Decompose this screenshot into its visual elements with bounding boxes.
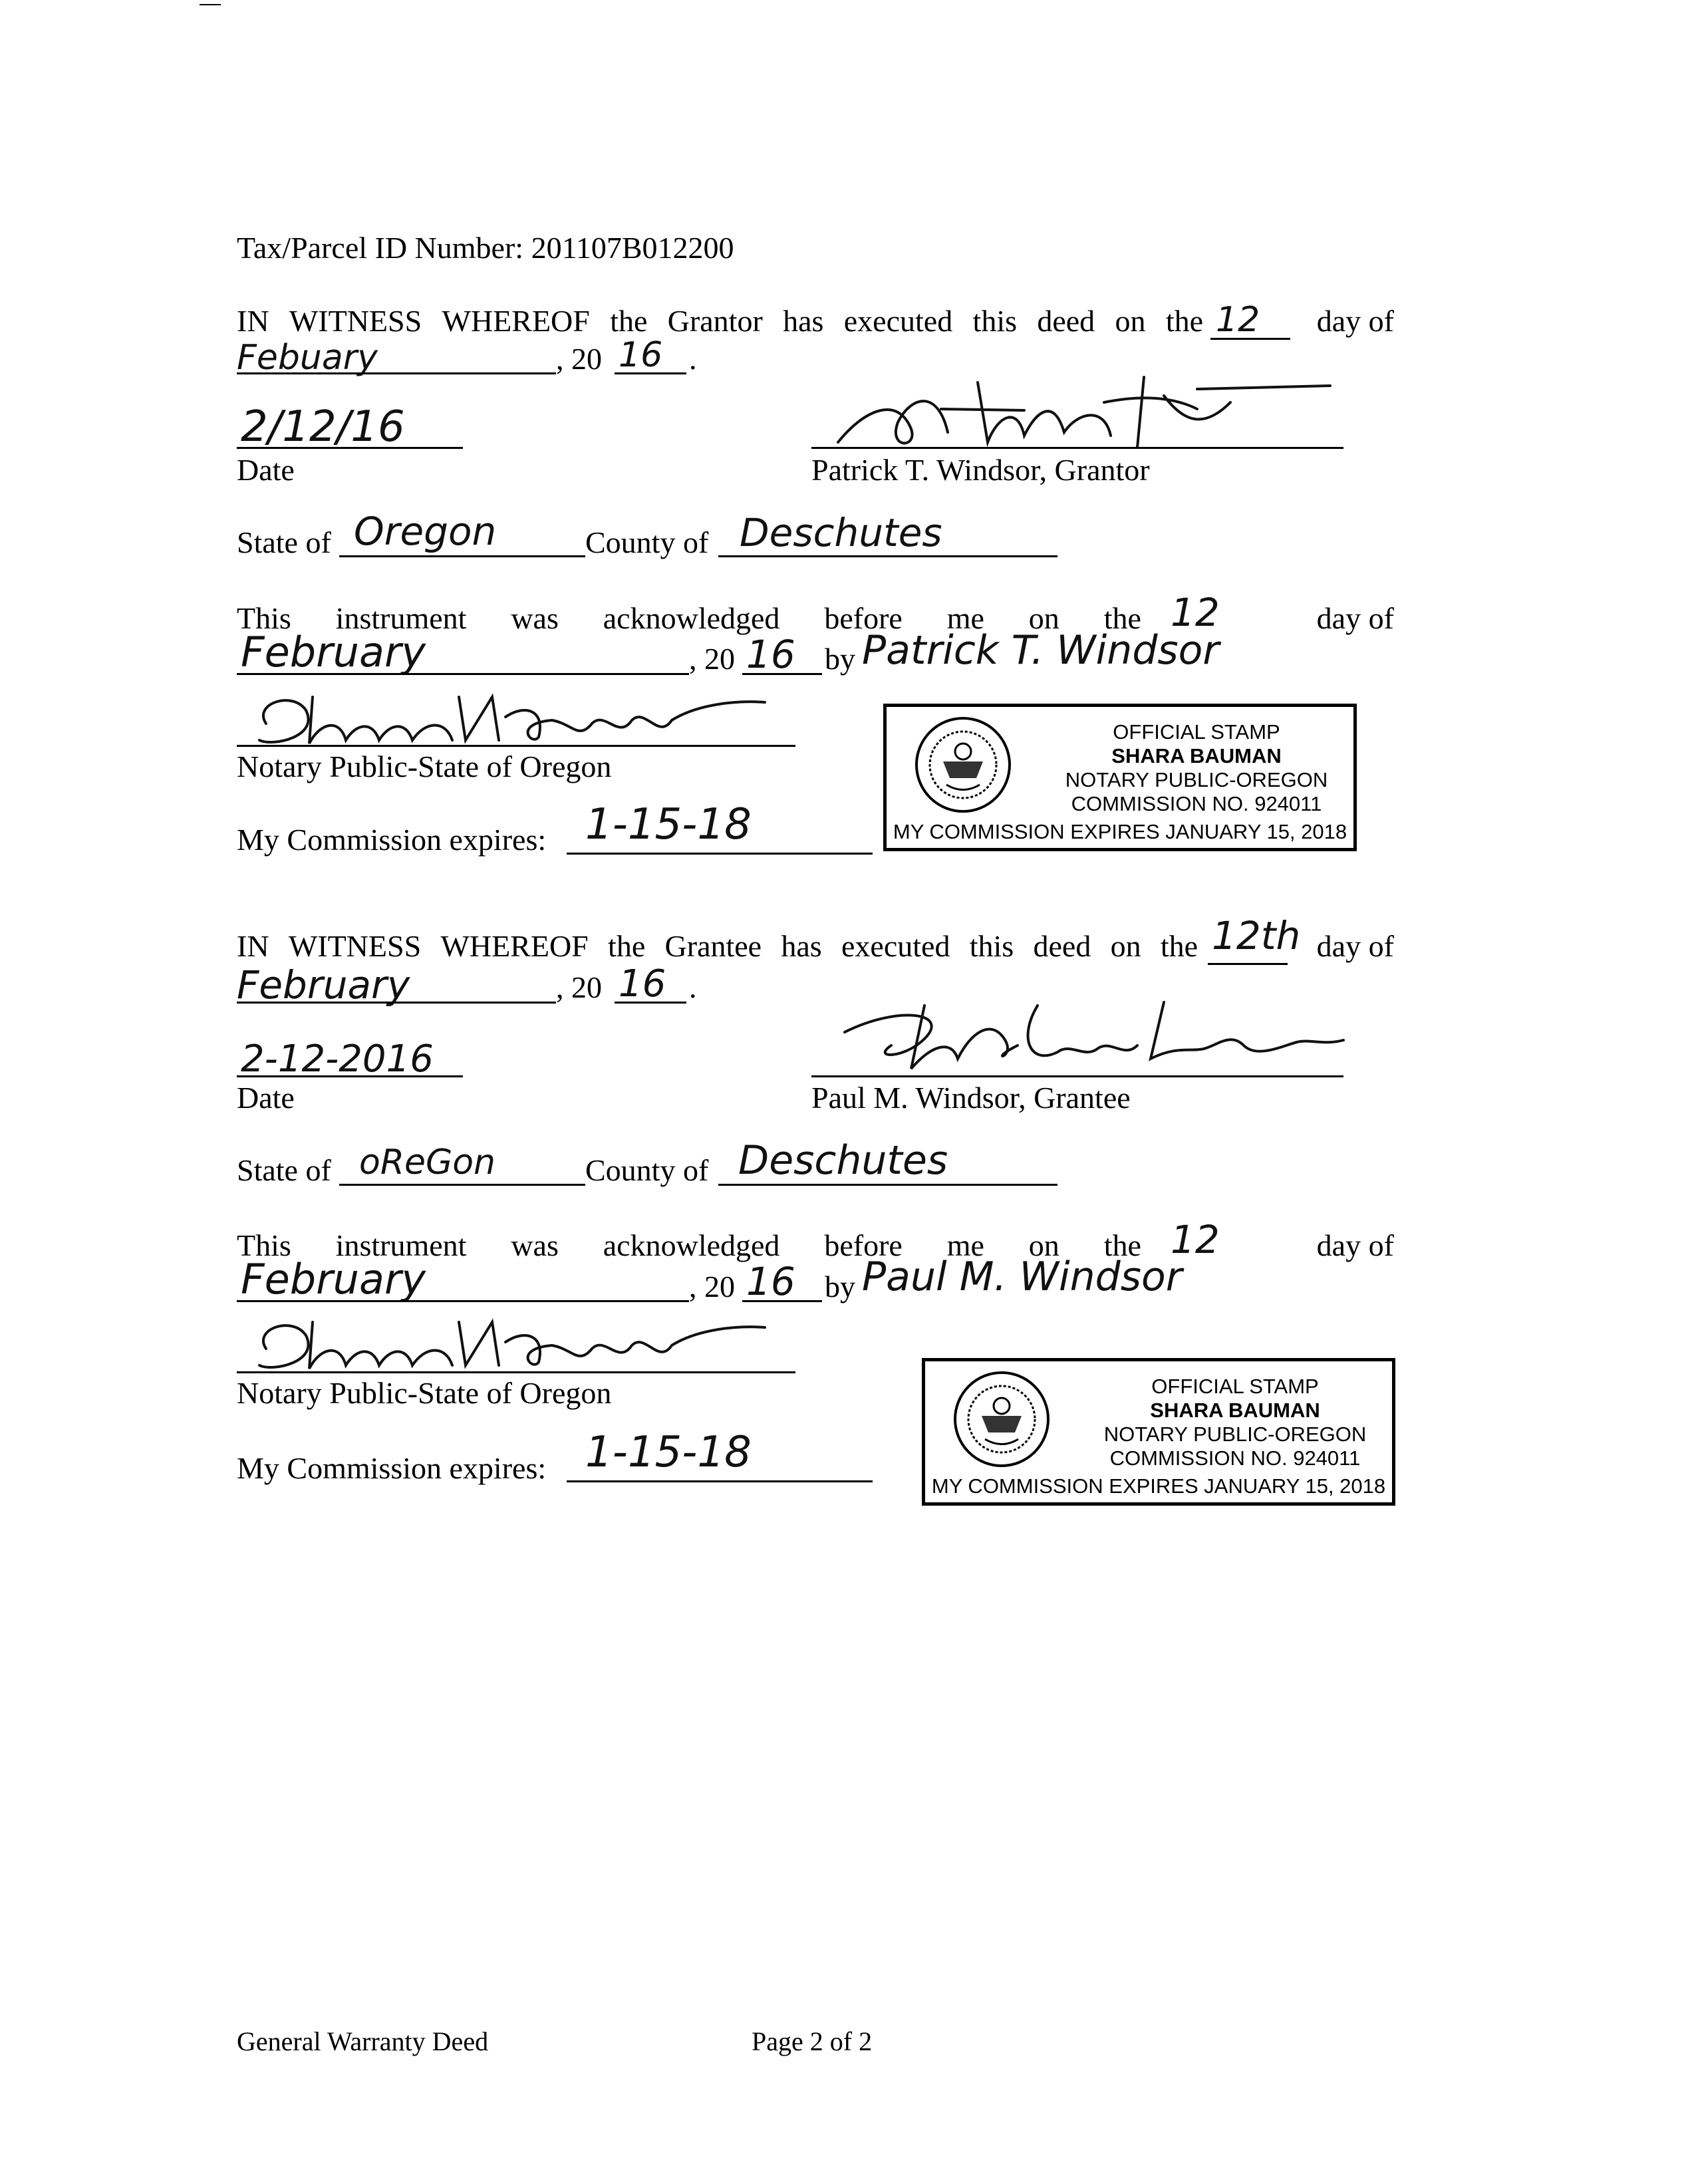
word: Grantor xyxy=(667,304,763,338)
grantee-signature xyxy=(818,992,1350,1079)
grantee-state-line xyxy=(339,1184,585,1186)
grantee-date-label: Date xyxy=(237,1081,295,1115)
grantee-ack-year-value: 16 xyxy=(746,1259,795,1304)
word: WITNESS xyxy=(289,304,422,338)
word: This xyxy=(237,601,291,635)
grantee-by-label: by xyxy=(825,1270,855,1303)
grantor-ack-year-prefix: , 20 xyxy=(689,642,735,676)
grantor-day-line xyxy=(1210,338,1290,340)
word: the xyxy=(1165,304,1204,338)
word: acknowledged xyxy=(603,1228,780,1262)
notary-label-2: Notary Public-State of Oregon xyxy=(237,1376,612,1410)
grantee-day-line xyxy=(1208,963,1288,965)
grantor-state-label: State of xyxy=(237,525,331,559)
word: WHEREOF xyxy=(440,929,589,963)
grantor-ack-year-value: 16 xyxy=(746,632,795,677)
grantor-signature xyxy=(825,369,1337,456)
word: me xyxy=(946,1228,984,1262)
stamp-title2: NOTARY PUBLIC-OREGON xyxy=(1103,1423,1367,1446)
word: instrument xyxy=(335,601,467,635)
grantee-by-value: Paul M. Windsor xyxy=(862,1254,1183,1300)
grantee-year-prefix: , 20 xyxy=(556,970,602,1004)
word: executed xyxy=(843,304,953,338)
notary-label-1: Notary Public-State of Oregon xyxy=(237,750,612,783)
word: the xyxy=(610,304,648,338)
grantor-year-line xyxy=(615,372,686,374)
grantee-ack-day-value: 12 xyxy=(1171,1217,1220,1262)
grantor-ack-month-value: February xyxy=(241,628,426,676)
day-of-label: day of xyxy=(1316,304,1394,338)
stamp-name: SHARA BAUMAN xyxy=(1150,1399,1320,1422)
grantee-county-line xyxy=(718,1184,1057,1186)
notary-stamp-2 xyxy=(922,1358,1395,1506)
commission-value-2: 1-15-18 xyxy=(585,1428,752,1477)
grantee-date-value: 2-12-2016 xyxy=(241,1037,434,1081)
stamp-title2: NOTARY PUBLIC-OREGON xyxy=(1065,768,1328,791)
word: the xyxy=(1160,929,1198,963)
word: has xyxy=(783,304,824,338)
grantee-signature-line xyxy=(811,1075,1343,1077)
grantor-county-label: County of xyxy=(585,525,709,559)
commission-label-2: My Commission expires: xyxy=(237,1451,547,1485)
grantor-by-value: Patrick T. Windsor xyxy=(862,627,1220,674)
word: was xyxy=(511,601,559,635)
grantor-signature-line xyxy=(811,447,1343,449)
grantee-day-value: 12th xyxy=(1212,913,1301,958)
word: executed xyxy=(841,929,950,963)
word: on xyxy=(1115,304,1146,338)
word: this xyxy=(969,929,1014,963)
notary-signature-2 xyxy=(246,1309,778,1375)
word: the xyxy=(608,929,646,963)
grantor-by-label: by xyxy=(825,642,855,676)
word: on xyxy=(1110,929,1141,963)
word: deed xyxy=(1033,929,1091,963)
grantor-signer-label: Patrick T. Windsor, Grantor xyxy=(811,453,1150,487)
day-of-label: day of xyxy=(1316,601,1394,635)
grantor-month-value: Febuary xyxy=(237,338,378,378)
word: IN xyxy=(237,304,269,338)
period: . xyxy=(689,970,697,1004)
word: this xyxy=(972,304,1018,338)
word: IN xyxy=(237,929,269,963)
grantor-date-line xyxy=(237,447,463,449)
grantor-month-line xyxy=(237,372,556,374)
word: acknowledged xyxy=(603,601,780,635)
footer-page-number: Page 2 of 2 xyxy=(752,2026,873,2056)
commission-line-2 xyxy=(567,1480,873,1482)
grantee-county-label: County of xyxy=(585,1153,709,1187)
grantee-state-label: State of xyxy=(237,1153,331,1187)
grantee-ack-year-prefix: , 20 xyxy=(689,1270,735,1303)
grantor-ack-day-value: 12 xyxy=(1171,590,1220,635)
grantee-month-line xyxy=(237,1002,556,1004)
grantee-ack-month-value: February xyxy=(241,1255,426,1303)
grantor-state-line xyxy=(339,555,585,557)
state-seal-icon xyxy=(913,715,1013,815)
corner-mark xyxy=(200,4,221,5)
grantor-day-value: 12 xyxy=(1216,300,1260,340)
grantor-county-line xyxy=(718,555,1057,557)
grantor-ack-year-line xyxy=(742,673,822,675)
word: on xyxy=(1028,601,1059,635)
commission-value-1: 1-15-18 xyxy=(585,800,752,849)
stamp-title: OFFICIAL STAMP xyxy=(1113,720,1280,744)
commission-line-1 xyxy=(567,853,873,855)
footer-doc-title: General Warranty Deed xyxy=(237,2026,489,2056)
grantee-month-value: February xyxy=(237,962,410,1008)
state-seal-icon xyxy=(952,1369,1052,1469)
grantor-date-value: 2/12/16 xyxy=(241,402,405,452)
parcel-id: Tax/Parcel ID Number: 201107B012200 xyxy=(237,231,734,265)
word: me xyxy=(946,601,984,635)
grantee-year-value: 16 xyxy=(619,962,666,1006)
notary-line-2 xyxy=(237,1371,795,1373)
grantor-year-prefix: , 20 xyxy=(556,342,602,376)
grantor-county-value: Deschutes xyxy=(740,510,942,555)
word: instrument xyxy=(335,1228,467,1262)
grantor-state-value: Oregon xyxy=(354,509,497,554)
word: has xyxy=(781,929,822,963)
word: the xyxy=(1103,1228,1141,1262)
stamp-expires: MY COMMISSION EXPIRES JANUARY 15, 2018 xyxy=(931,1474,1386,1498)
grantee-county-value: Deschutes xyxy=(738,1137,948,1184)
word: before xyxy=(824,601,903,635)
stamp-expires: MY COMMISSION EXPIRES JANUARY 15, 2018 xyxy=(893,820,1347,843)
word: the xyxy=(1103,601,1141,635)
word: WHEREOF xyxy=(442,304,590,338)
stamp-commission: COMMISSION NO. 924011 xyxy=(1071,792,1322,815)
grantee-date-line xyxy=(237,1075,463,1077)
word: before xyxy=(824,1228,903,1262)
day-of-label: day of xyxy=(1316,1228,1394,1262)
stamp-commission: COMMISSION NO. 924011 xyxy=(1109,1446,1361,1470)
notary-signature-1 xyxy=(246,684,778,750)
grantee-state-value: oReGon xyxy=(359,1143,496,1182)
commission-label-1: My Commission expires: xyxy=(237,823,547,857)
word: was xyxy=(511,1228,559,1262)
notary-stamp-1 xyxy=(883,704,1357,851)
period: . xyxy=(689,342,697,376)
stamp-name: SHARA BAUMAN xyxy=(1111,744,1282,767)
day-of-label: day of xyxy=(1316,929,1394,963)
grantor-year-value: 16 xyxy=(619,335,663,375)
stamp-title: OFFICIAL STAMP xyxy=(1151,1375,1319,1398)
grantee-year-line xyxy=(615,1002,686,1004)
word: deed xyxy=(1037,304,1095,338)
grantor-ack-month-line xyxy=(237,673,689,675)
word: on xyxy=(1028,1228,1059,1262)
word: WITNESS xyxy=(288,929,422,963)
word: Grantee xyxy=(664,929,762,963)
word: This xyxy=(237,1228,291,1262)
grantee-ack-month-line xyxy=(237,1300,689,1302)
grantor-date-label: Date xyxy=(237,453,295,487)
notary-line-1 xyxy=(237,745,795,747)
grantee-signer-label: Paul M. Windsor, Grantee xyxy=(811,1081,1131,1115)
grantee-ack-year-line xyxy=(742,1300,822,1302)
